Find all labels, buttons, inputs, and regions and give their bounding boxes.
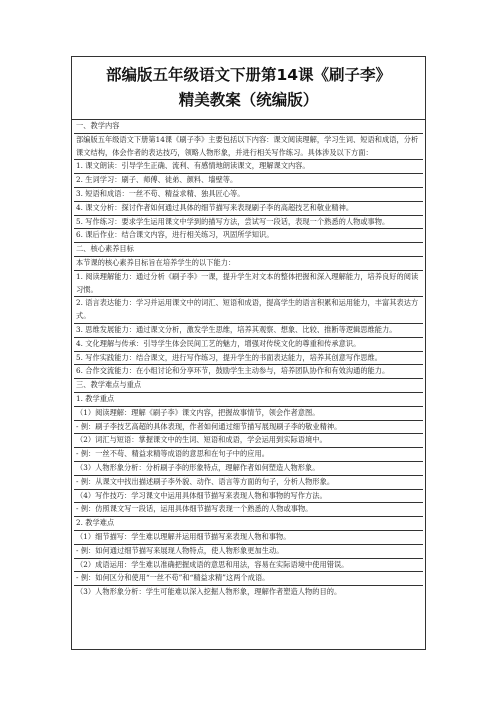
document-table <box>71 56 426 650</box>
document-line: （1）细节描写：学生难以理解并运用细节描写来表现人物和事物。 <box>74 531 423 545</box>
document-line: 三、教学难点与重点 <box>74 379 423 393</box>
document-line: 6. 课后作业：结合课文内容，进行相关练习，巩固所学知识。 <box>74 229 423 243</box>
document-line: - 例：如何区分和使用“一丝不苟”和“精益求精”这两个成语。 <box>74 572 423 586</box>
document-line: 4. 文化理解与传承：引导学生体会民间工艺的魅力，增强对传统文化的尊重和传承意识。 <box>74 338 423 352</box>
document-line: 5. 写作练习：要求学生运用课文中学到的描写方法，尝试写一段话，表现一个熟悉的人物或事物。 <box>74 216 423 230</box>
document-line: 一、教学内容 <box>74 120 423 134</box>
document-line: 2. 语言表达能力：学习并运用课文中的词汇、短语和成语，提高学生的语言积累和运用能力，丰富其表达方式。 <box>74 297 423 324</box>
document-line: （1）阅读理解：理解《刷子李》课文内容，把握故事情节，领会作者意图。 <box>74 407 423 421</box>
title-cell <box>72 57 425 120</box>
document-line: （3）人物形象分析：学生可能难以深入挖掘人物形象，理解作者塑造人物的目的。 <box>76 587 342 597</box>
document-line: 1. 阅读理解能力：通过分析《刷子李》一课，提升学生对文本的整体把握和深入理解能力，培养良好的阅读习惯。 <box>74 271 423 298</box>
document-line: - 例：从课文中找出描述刷子李外貌、动作、语言等方面的句子，分析人物形象。 <box>74 476 423 490</box>
document-title-line-2: 精美教案（统编版） <box>178 91 319 109</box>
document-line: 本节课的核心素养目标旨在培养学生的以下能力： <box>74 257 423 271</box>
document-line: - 例：仿照课文写一段话，运用具体细节描写表现一个熟悉的人物或事物。 <box>74 503 423 517</box>
document-line: 5. 写作实践能力：结合课文，进行写作练习，提升学生的书面表达能力，培养其创意写作思维。 <box>74 352 423 366</box>
document-line: 1. 课文朗读：引导学生正确、流利、有感情地朗读课文，理解课文内容。 <box>74 160 423 174</box>
document-line: 3. 短语和成语：一丝不苟、精益求精、独具匠心等。 <box>74 188 423 202</box>
document-line: （3）人物形象分析：分析刷子李的形象特点，理解作者如何塑造人物形象。 <box>74 462 423 476</box>
document-line: 2. 生词学习：刷子、师傅、徒弟、颜料、墙壁等。 <box>74 174 423 188</box>
document-line: 二、核心素养目标 <box>74 243 423 257</box>
document-line: - 例：刷子李技艺高超的具体表现，作者如何通过细节描写展现刷子李的敬业精神。 <box>74 421 423 435</box>
document-line: 6. 合作交流能力：在小组讨论和分享环节，鼓励学生主动参与，培养团队协作和有效沟通的能力。 <box>74 365 423 379</box>
document-line: - 例：如何通过细节描写来展现人物特点，使人物形象更加生动。 <box>74 545 423 559</box>
document-line: - 例：一丝不苟、精益求精等成语的意思和在句子中的应用。 <box>74 448 423 462</box>
document-line: 3. 思维发展能力：通过课文分析，激发学生思维，培养其观察、想象、比较、推断等逻辑思维能力。 <box>74 324 423 338</box>
document-body <box>72 120 425 599</box>
document-line: 部编版五年级语文下册第14课《刷子李》主要包括以下内容：课文阅读理解，学习生词、短语和成语，分析课文结构，体会作者的表达技巧，领略人物形象，并进行相关写作练习。具体涉及以下方面： <box>74 134 423 161</box>
document-line: （2）词汇与短语：掌握课文中的生词、短语和成语，学会运用到实际语境中。 <box>74 434 423 448</box>
document-line: （2）成语运用：学生难以准确把握成语的意思和用法，容易在实际语境中使用错误。 <box>74 559 423 573</box>
document-line: 2. 教学难点 <box>74 517 423 531</box>
document-title-line-1: 部编版五年级语文下册第14课《刷子李》 <box>105 66 392 84</box>
document-line: 1. 教学重点 <box>74 393 423 407</box>
document-line: （4）写作技巧：学习课文中运用具体细节描写来表现人物和事物的写作方法。 <box>74 490 423 504</box>
document-line: 4. 课文分析：探讨作者如何通过具体的细节描写来表现刷子李的高超技艺和敬业精神。 <box>74 202 423 216</box>
